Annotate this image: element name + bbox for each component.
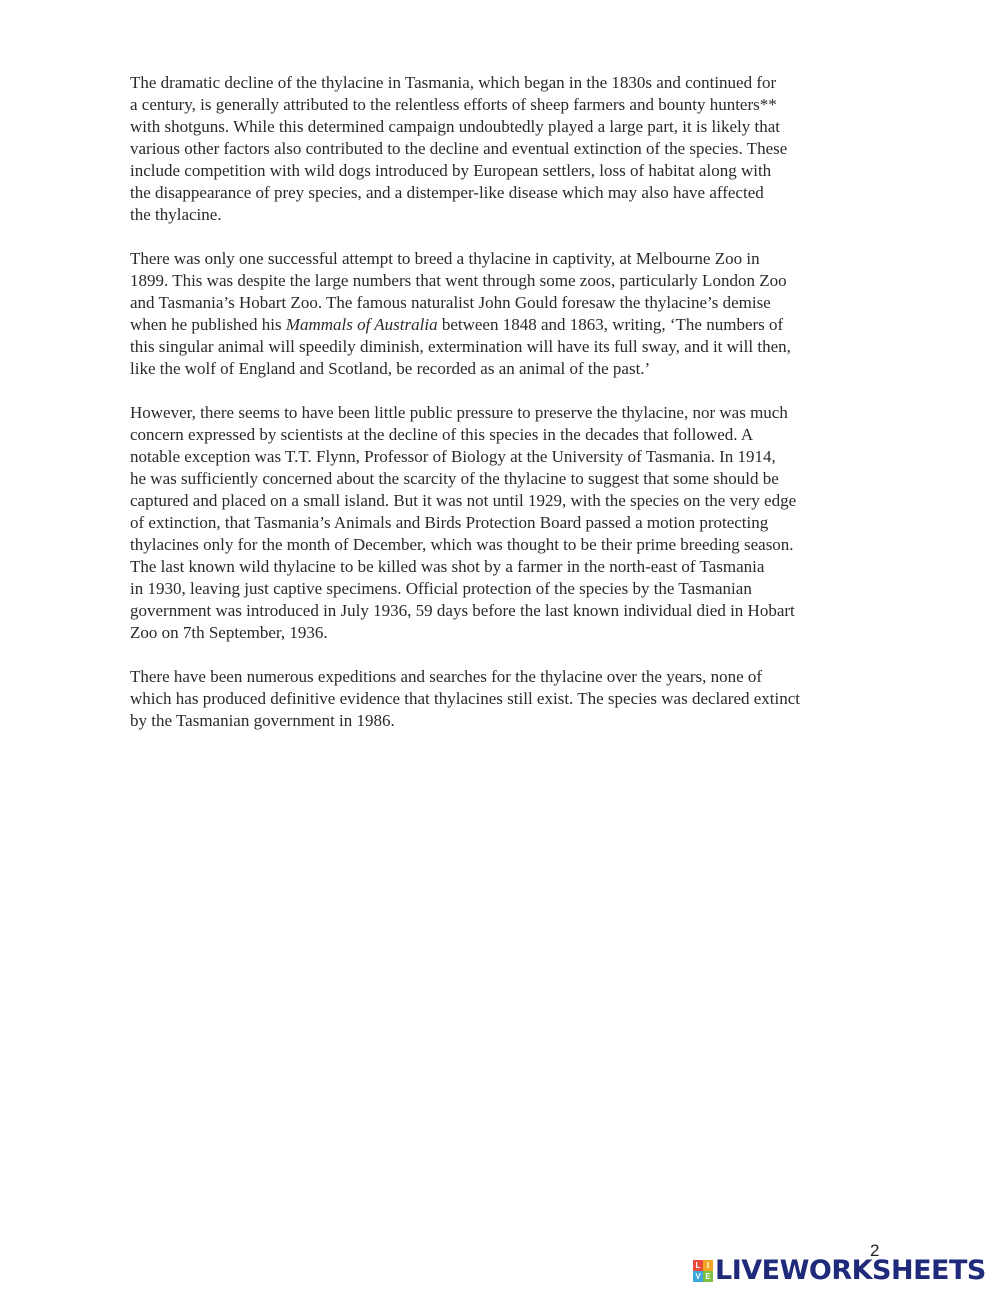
page-number: 2	[870, 1241, 880, 1260]
text-line	[130, 182, 870, 204]
liveworksheets-logo-icon	[693, 1260, 713, 1282]
text-segment: which has produced definitive evidence that thylacines still exist. The species was declared extinct	[130, 689, 801, 708]
text-segment: There have been numerous expeditions and searches for the thylacine over the years, none of	[130, 667, 763, 686]
text-line	[130, 556, 870, 578]
text-line	[130, 314, 870, 336]
text-segment: include competition with wild dogs introduced by European settlers, loss of habitat along with	[130, 161, 772, 180]
paragraph	[130, 402, 870, 644]
liveworksheets-brand	[693, 1256, 986, 1286]
book-title: Mammals of Australia	[285, 315, 438, 334]
text-segment: 1899. This was despite the large numbers that went through some zoos, particularly London Zoo	[130, 271, 787, 290]
text-line	[130, 402, 870, 424]
text-segment: by the Tasmanian government in 1986.	[130, 711, 395, 730]
text-segment: this singular animal will speedily diminish, extermination will have its full sway, and it will then,	[130, 337, 791, 356]
text-line	[130, 578, 870, 600]
text-line	[130, 600, 870, 622]
text-line	[130, 468, 870, 490]
text-segment: concern expressed by scientists at the decline of this species in the decades that followed. A	[130, 425, 754, 444]
document-body	[130, 72, 870, 754]
text-segment: like the wolf of England and Scotland, be recorded as an animal of the past.’	[130, 359, 651, 378]
text-segment: a century, is generally attributed to the relentless efforts of sheep farmers and bounty hunters**	[130, 95, 777, 114]
text-line	[130, 116, 870, 138]
text-line	[130, 666, 870, 688]
text-line	[130, 72, 870, 94]
text-line	[130, 138, 870, 160]
text-segment: captured and placed on a small island. But it was not until 1929, with the species on the very edge	[130, 491, 797, 510]
text-line	[130, 358, 870, 380]
text-segment: between 1848 and 1863, writing, ‘The numbers of	[437, 315, 784, 334]
text-segment: when he published his	[130, 315, 286, 334]
text-segment: and Tasmania’s Hobart Zoo. The famous naturalist John Gould foresaw the thylacine’s demise	[130, 293, 771, 312]
text-line	[130, 710, 870, 732]
text-segment: government was introduced in July 1936, 59 days before the last known individual died in Hobart	[130, 601, 795, 620]
text-segment: in 1930, leaving just captive specimens. Official protection of the species by the Tasmanian	[130, 579, 752, 598]
brand-name: LIVEWORKSHEETS	[715, 1255, 986, 1286]
text-segment: There was only one successful attempt to breed a thylacine in captivity, at Melbourne Zoo in	[130, 249, 760, 268]
text-line	[130, 270, 870, 292]
paragraph	[130, 72, 870, 226]
text-line	[130, 512, 870, 534]
text-line	[130, 94, 870, 116]
text-segment: Zoo on 7th September, 1936.	[130, 623, 328, 642]
logo-tile: V	[693, 1271, 703, 1282]
text-segment: of extinction, that Tasmania’s Animals and Birds Protection Board passed a motion protecting	[130, 513, 769, 532]
logo-tile: I	[703, 1260, 713, 1271]
text-segment: The last known wild thylacine to be killed was shot by a farmer in the north-east of Tasmania	[130, 557, 765, 576]
text-segment: The dramatic decline of the thylacine in Tasmania, which began in the 1830s and continued for	[130, 73, 777, 92]
text-segment: notable exception was T.T. Flynn, Professor of Biology at the University of Tasmania. In 1914,	[130, 447, 776, 466]
text-line	[130, 688, 870, 710]
text-line	[130, 292, 870, 314]
text-segment: various other factors also contributed to the decline and eventual extinction of the species. These	[130, 139, 788, 158]
paragraph	[130, 248, 870, 380]
text-line	[130, 490, 870, 512]
text-segment: thylacines only for the month of December, which was thought to be their prime breeding season.	[130, 535, 794, 554]
text-line	[130, 248, 870, 270]
text-segment: with shotguns. While this determined campaign undoubtedly played a large part, it is likely that	[130, 117, 780, 136]
text-segment: the disappearance of prey species, and a distemper-like disease which may also have affected	[130, 183, 764, 202]
logo-tile: E	[703, 1271, 713, 1282]
text-line	[130, 622, 870, 644]
text-line	[130, 336, 870, 358]
text-segment: However, there seems to have been little public pressure to preserve the thylacine, nor was much	[130, 403, 788, 422]
text-line	[130, 204, 870, 226]
text-line	[130, 160, 870, 182]
text-line	[130, 446, 870, 468]
paragraph	[130, 666, 870, 732]
text-segment: he was sufficiently concerned about the scarcity of the thylacine to suggest that some should be	[130, 469, 779, 488]
text-segment: the thylacine.	[130, 205, 222, 224]
text-line	[130, 424, 870, 446]
text-line	[130, 534, 870, 556]
logo-tile: L	[693, 1260, 703, 1271]
